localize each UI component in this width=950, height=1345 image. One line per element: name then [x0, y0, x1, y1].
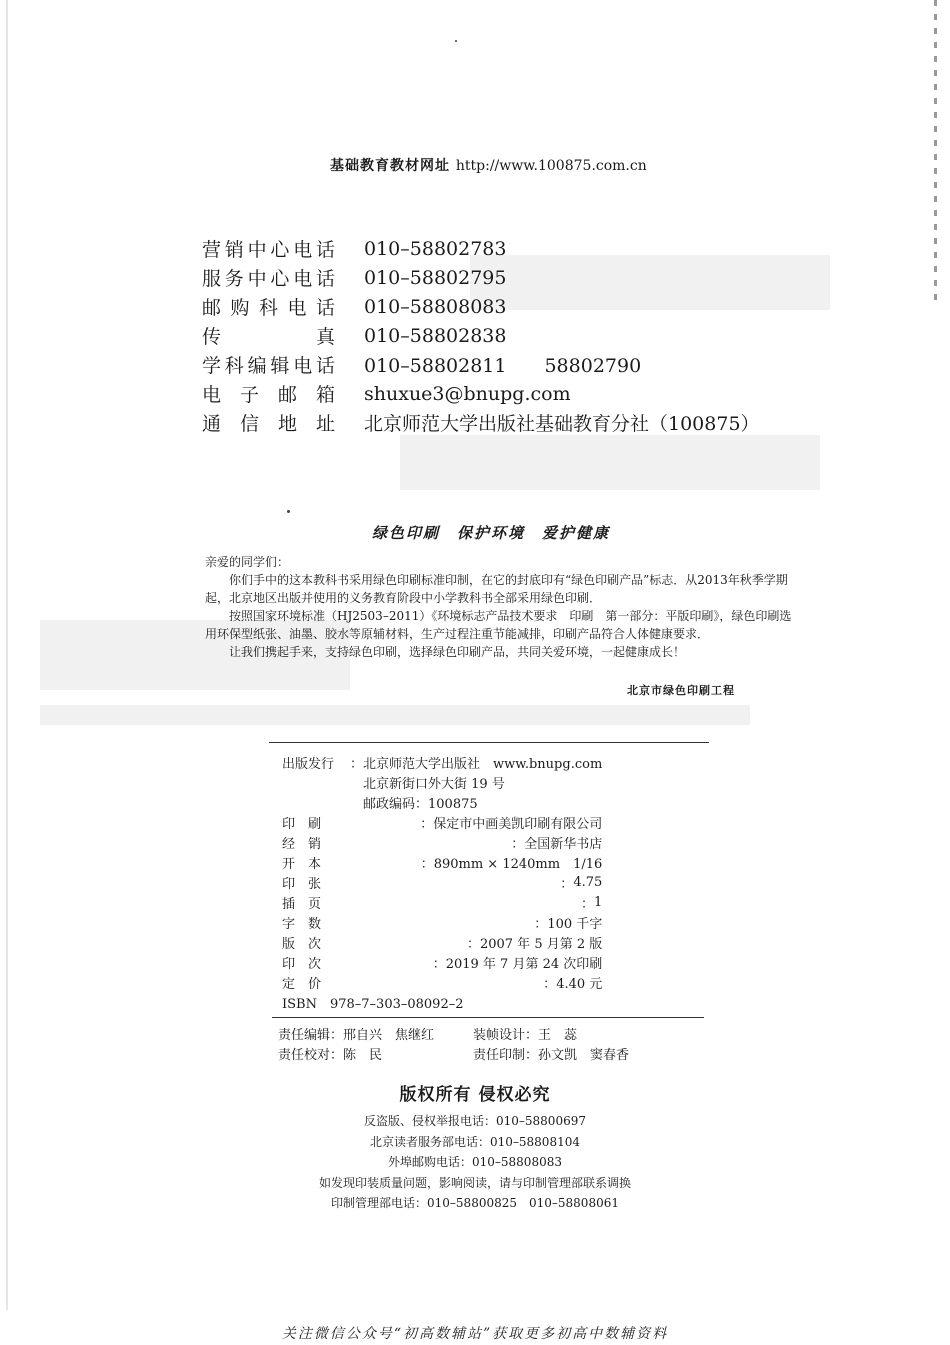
pub-colon: ： [432, 956, 446, 972]
pub-row [282, 952, 602, 972]
contact-value: 010–58808083 [364, 295, 507, 318]
website-url: http://www.100875.com.cn [455, 158, 647, 174]
pub-label: 印 次 [282, 956, 322, 972]
contact-row [202, 292, 760, 321]
bleed-through-2 [400, 435, 820, 490]
contact-value: 010–58802838 [364, 324, 507, 347]
divider [269, 742, 709, 743]
notice-paragraph: 让我们携起手来，支持绿色印刷，选择绿色印刷产品，共同关爱环境，一起健康成长！ [229, 645, 686, 659]
credit-row [278, 1043, 698, 1063]
pub-row [282, 852, 602, 872]
notice-signature: 北京市绿色印刷工程 [627, 684, 735, 697]
copyright-line: 印制管理部电话：010–58800825 010–58808061 [331, 1196, 619, 1210]
publication-info [282, 752, 602, 1012]
contact-label: 邮购科电话 [202, 297, 337, 319]
notice-greeting: 亲爱的同学们： [205, 555, 290, 569]
notice-paragraph: 按照国家环境标准（HJ2503–2011）《环境标志产品技术要求 印刷 第一部分：平版印刷》，绿色印刷选用环保型纸张、油墨、胶水等原辅材料，生产过程注重节能减排，印刷产品符合人体健康要求． [205, 609, 792, 641]
pub-value: 890mm × 1240mm 1/16 [433, 856, 603, 872]
pub-colon: ： [350, 756, 364, 772]
contact-value: shuxue3@bnupg.com [364, 382, 571, 405]
pub-colon: ： [543, 976, 557, 992]
credit-right: 装帧设计：王 蕊 [473, 1027, 578, 1043]
copyright-line: 如发现印装质量问题，影响阅读，请与印制管理部联系调换 [318, 1175, 631, 1190]
pub-value: 100 千字 [547, 916, 603, 932]
contact-label: 营销中心电话 [202, 239, 337, 261]
editor-credits [278, 1023, 698, 1063]
copyright-block [0, 1080, 950, 1214]
pub-label: 定 价 [282, 976, 322, 992]
speck [287, 510, 290, 513]
pub-row [282, 772, 602, 792]
pub-row [282, 872, 602, 892]
pub-colon: ： [534, 916, 548, 932]
copyright-title: 版权所有 侵权必究 [399, 1085, 551, 1105]
notice-paragraph: 你们手中的这本教科书采用绿色印刷标准印制，在它的封底印有“绿色印刷产品”标志．从2013年秋季学期起，北京地区出版并使用的义务教育阶段中小学教科书全部采用绿色印刷． [205, 573, 788, 605]
isbn: ISBN 978–7–303–08092–2 [282, 996, 464, 1012]
pub-colon: ： [580, 896, 594, 912]
copyright-line: 外埠邮购电话：010–58808083 [388, 1155, 562, 1169]
pub-row [282, 972, 602, 992]
contact-value: 北京师范大学出版社基础教育分社（100875） [364, 413, 760, 435]
pub-label: 版 次 [282, 936, 322, 952]
contact-row [202, 234, 760, 263]
pub-row [282, 892, 602, 912]
website-label: 基础教育教材网址 [330, 158, 450, 174]
pub-value: 4.40 元 [556, 976, 603, 992]
pub-label: 字 数 [282, 916, 322, 932]
pub-colon [350, 793, 363, 812]
contact-row [202, 263, 760, 292]
pub-colon: ： [466, 936, 480, 952]
pub-row [282, 752, 602, 772]
pub-value: 北京师范大学出版社 www.bnupg.com [363, 756, 603, 772]
website-line [330, 155, 647, 175]
pub-colon: ： [420, 816, 434, 832]
pub-label: 出版发行 [282, 756, 335, 772]
bleed-through-4 [40, 705, 750, 725]
pub-label: 经 销 [282, 836, 322, 852]
pub-row [282, 912, 602, 932]
scan-edge-right [934, 0, 937, 300]
speck [455, 40, 457, 42]
pub-label: 印 张 [282, 876, 322, 892]
pub-label: 插 页 [282, 896, 322, 912]
credit-left: 责任编辑：邢自兴 焦继红 [278, 1027, 435, 1043]
pub-value: 2007 年 5 月第 2 版 [479, 936, 603, 952]
contact-row [202, 408, 760, 437]
contact-label: 通信地址 [202, 413, 337, 435]
contact-row [202, 379, 760, 408]
pub-colon: ： [560, 876, 574, 892]
credit-right: 责任印制：孙文凯 窦春香 [473, 1047, 630, 1063]
pub-value: 保定市中画美凯印刷有限公司 [433, 816, 603, 832]
divider [272, 1017, 704, 1018]
contact-label: 电子邮箱 [202, 384, 337, 406]
pub-colon [350, 773, 363, 792]
contact-value: 010–58802811 58802790 [364, 355, 642, 377]
pub-colon: ： [511, 836, 525, 852]
pub-value: 邮政编码：100875 [363, 796, 478, 812]
contact-label: 学科编辑电话 [202, 355, 337, 377]
pub-row [282, 812, 602, 832]
credit-row [278, 1023, 698, 1043]
copyright-line: 北京读者服务部电话：010–58808104 [370, 1134, 580, 1149]
pub-row [282, 792, 602, 812]
contact-label: 传真 [202, 326, 337, 348]
pub-value: 2019 年 7 月第 24 次印刷 [445, 956, 603, 972]
pub-colon: ： [420, 856, 434, 872]
contact-row [202, 350, 760, 379]
pub-value: 4.75 [573, 874, 603, 890]
green-print-notice [205, 553, 795, 661]
pub-value: 北京新街口外大街 19 号 [363, 776, 505, 792]
pub-label: 开 本 [282, 856, 322, 872]
pub-label: 印 刷 [282, 816, 322, 832]
pub-row [282, 832, 602, 852]
credit-left: 责任校对：陈 民 [278, 1047, 383, 1063]
contact-value: 010–58802783 [364, 237, 507, 260]
contact-label: 服务中心电话 [202, 268, 337, 290]
pub-value: 全国新华书店 [524, 836, 603, 852]
footer-watermark: 关注微信公众号“初高数辅站”获取更多初高中数辅资料 [281, 1326, 669, 1342]
pub-row [282, 932, 602, 952]
green-print-title: 绿色印刷 保护环境 爱护健康 [372, 524, 611, 542]
pub-value: 1 [593, 894, 603, 910]
copyright-line: 反盗版、侵权举报电话：010–58800697 [364, 1114, 586, 1128]
contact-list [202, 234, 760, 437]
contact-row [202, 321, 760, 350]
contact-value: 010–58802795 [364, 266, 507, 289]
